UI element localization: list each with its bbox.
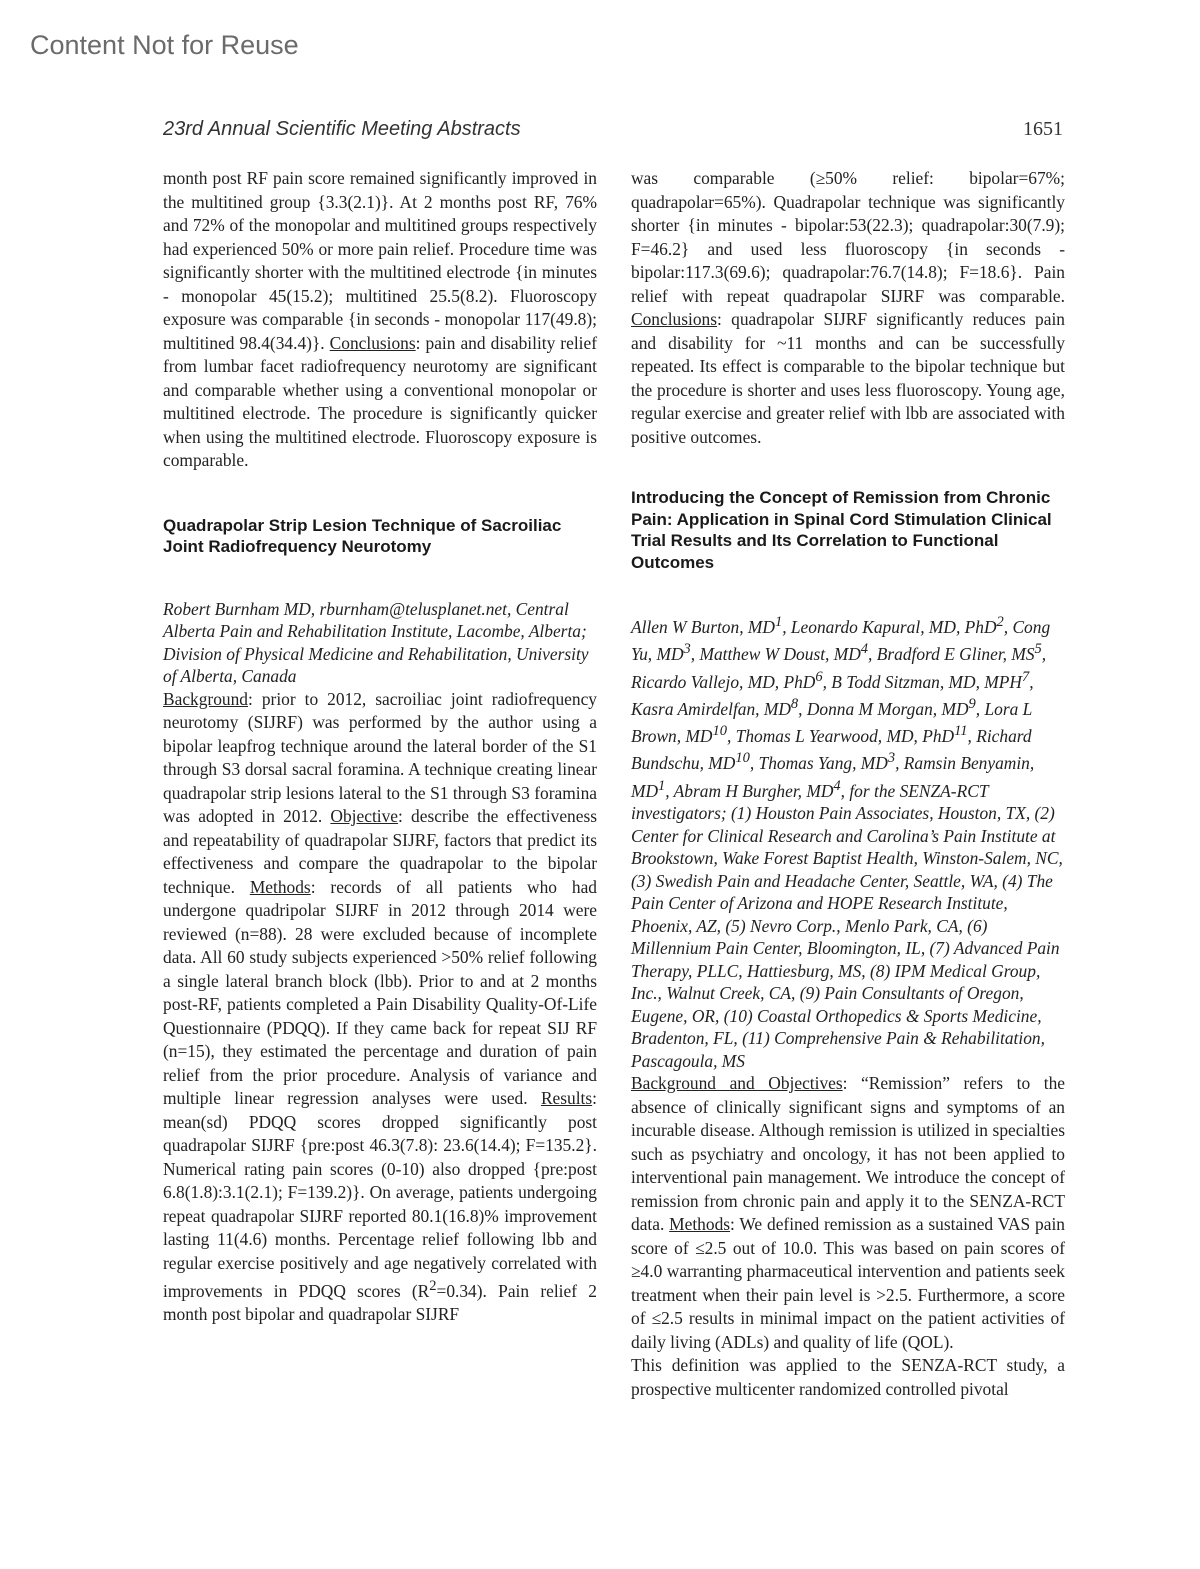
affiliation-number: 4 <box>860 641 869 658</box>
affiliation-number: 1 <box>774 614 783 630</box>
author-text: , Cong Yu, MD <box>631 616 1051 665</box>
affiliation-number: 11 <box>954 723 968 740</box>
abstract-body-sij: Background: prior to 2012, sacroiliac joint radiofrequency neurotomy (SIJRF) was performed by the author using a bipolar leapfrog technique around the lateral border of the S1 through S3 dorsal sacral foramina. A technique creating linear quadrapolar strip lesions lateral to the S1 through S3 foramina was adopted in 2012. Objective: describe the effectiveness and repeatability of quadrapolar SIJRF, factors that predict its effectiveness and compare the quadrapolar to the bipolar technique. Methods: records of all patients who had undergone quadripolar SIJRF in 2012 through 2014 were reviewed (n=88). 28 were excluded because of incomplete data. All 60 study subjects experienced >50% relief following a single lateral branch block (lbb). Prior to and at 2 months post-RF, patients completed a Pain Disability Quality-Of-Life Questionnaire (PDQQ). If they came back for repeat SIJ RF (n=15), they estimated the percentage and duration of pain relief from the prior procedure. Analysis of variance and multiple linear regression analyses were used. Results: mean(sd) PDQQ scores dropped significantly post quadrapolar SIJRF {pre:post 46.3(7.8): 23.6(14.4); F=135.2}. Numerical rating pain scores (0-10) also dropped {pre:post 6.8(1.8):3.1(2.1); F=139.2)}. On average, patients undergoing repeat quadrapolar SIJRF reported 80.1(16.8)% improvement lasting 11(4.6) months. Percentage relief following lbb and regular exercise positively and age negatively correlated with improvements in PDQQ scores $(R^2=0.34)$. Pain relief 2 month post bipolar and quadrapolar SIJRF <box>163 688 597 1325</box>
conclusions-label: Conclusions <box>631 309 717 329</box>
affiliation-number: 6 <box>815 668 823 685</box>
affiliation-number: 5 <box>1034 641 1042 658</box>
methods-label: Methods <box>249 876 311 897</box>
abstract-body-remission: Background and Objectives: “Remission” refers to the absence of clinically significant signs and symptoms of an incurable disease. Although remission is utilized in specialties such as psychiatry and oncology, it has not been applied to interventional pain management. We introduce the concept of remission from chronic pain and apply it to the SENZA-RCT data. Methods: We defined remission as a sustained VAS pain score of ≤2.5 out of 10.0. This was based on pain scores of ≥4.0 warranting pharmaceutical intervention and patients seek treatment when their pain level is >2.5. Furthermore, a score of ≤2.5 results in minimal impact on the patient activities of daily living (ADLs) and quality of life (QOL). <box>631 1073 1065 1352</box>
author-list-remission <box>631 611 1065 1072</box>
author-text: , for the SENZA-RCT investigators; (1) Houston Pain Associates, Houston, TX, (2) Center for Clinical Research and Carolina’s Pain Institute at Brookstown, Wake Forest Baptist Health, Winston-Salem, NC, (3) Swedish Pain and Headache Center, Seattle, WA, (4) The Pain Center of Arizona and HOPE Research Institute, Phoenix, AZ, (5) Nevro Corp., Menlo Park, CA, (6) Millennium Pain Center, Bloomington, IL, (7) Advanced Pain Therapy, PLLC, Hattiesburg, MS, (8) IPM Medical Group, Inc., Walnut Creek, CA, (9) Pain Consultants of Oregon, Eugene, OR, (10) Coastal Orthopedics & Sports Medicine, Bradenton, FL, (11) Comprehensive Pain & Rehabilitation, Pascagoula, MS <box>631 780 1063 1071</box>
objective-label: Objective <box>330 806 399 826</box>
results-label: Results <box>540 1088 593 1108</box>
affiliation-number: 3 <box>887 750 896 767</box>
affiliation-number: 4 <box>833 777 841 794</box>
author-text: , Matthew W Doust, MD <box>690 644 861 665</box>
affiliation-number: 2 <box>996 614 1004 630</box>
author-text: , Ramsin Benyamin, MD <box>631 753 1035 801</box>
background-objectives-label: Background and Objectives <box>631 1073 843 1094</box>
affiliation-number: 10 <box>735 750 750 767</box>
methods-label: Methods <box>669 1214 731 1235</box>
author-text: , Leonardo Kapural, MD, PhD <box>782 616 997 637</box>
abstract-title-sij: Quadrapolar Strip Lesion Technique of Sacroiliac Joint Radiofrequency Neurotomy <box>163 515 562 556</box>
right-column <box>631 167 1065 1401</box>
background-label: Background <box>163 688 249 709</box>
running-head: 23rd Annual Scientific Meeting Abstracts <box>163 118 521 140</box>
author-text: , Bradford E Gliner, MS <box>868 644 1035 665</box>
continued-abstract-left: month post RF pain score remained significantly improved in the multitined group {3.3(2.1)}. At 2 months post RF, 76% and 72% of the monopolar and multitined groups respectively had experienced 50% or more pain relief. Procedure time was significantly shorter with the multitined electrode {in minutes - monopolar 45(15.2); multitined 25.5(8.2). Fluoroscopy exposure was comparable {in seconds - monopolar 117(49.8); multitined 98.4(34.4)}. Conclusions: pain and disability relief from lumbar facet radiofrequency neurotomy are significant and comparable whether using a conventional monopolar or multitined electrode. The procedure is significantly quicker when using the multitined electrode. Fluoroscopy exposure is comparable. <box>163 168 597 470</box>
author-text: , Lora L Brown, MD <box>631 698 1032 746</box>
conclusions-label: Conclusions <box>329 332 416 353</box>
affiliation-number: 9 <box>968 695 976 712</box>
author-text: Allen W Burton, MD <box>631 616 775 637</box>
author-text: , Richard Bundschu, MD <box>631 725 1032 774</box>
abstract-title-remission: Introducing the Concept of Remission from Chronic Pain: Application in Spinal Cord Stimulation Clinical Trial Results and Its Correlation to Functional Outcomes <box>631 488 1052 572</box>
author-text: , Ricardo Vallejo, MD, PhD <box>631 644 1047 692</box>
author-text: , Thomas Yang, MD <box>749 753 888 774</box>
author-text: , Abram H Burgher, MD <box>665 780 834 801</box>
author-text: , Donna M Morgan, MD <box>798 698 969 719</box>
affiliation-number: 1 <box>658 777 666 794</box>
left-column <box>163 167 597 1327</box>
affiliation-number: 3 <box>683 641 691 658</box>
author-text: , Thomas L Yearwood, MD, PhD <box>726 725 955 746</box>
continued-abstract-right: was comparable (≥50% relief: bipolar=67%; quadrapolar=65%). Quadrapolar technique was significantly shorter {in minutes - bipolar:53(22.3); quadrapolar:30(7.9); F=46.2} and used less fluoroscopy {in seconds - bipolar:117.3(69.6); quadrapolar:76.7(14.8); F=18.6}. Pain relief with repeat quadrapolar SIJRF was comparable. Conclusions: quadrapolar SIJRF significantly reduces pain and disability for ~11 months and can be successfully repeated. Its effect is comparable to the bipolar technique but the procedure is shorter and uses less fluoroscopy. Young age, regular exercise and greater relief with lbb are associated with positive outcomes. <box>631 168 1065 447</box>
watermark: Content Not for Reuse <box>30 30 299 60</box>
author-text: , Kasra Amirdelfan, MD <box>631 671 1034 719</box>
author-affiliation-sij: Robert Burnham MD, rburnham@telusplanet.net, Central Alberta Pain and Rehabilitation Institute, Lacombe, Alberta; Division of Physical Medicine and Rehabilitation, University of Alberta, Canada <box>163 598 589 686</box>
author-text: , B Todd Sitzman, MD, MPH <box>822 671 1022 692</box>
affiliation-number: 10 <box>712 723 727 740</box>
affiliation-number: 8 <box>790 695 799 712</box>
page-number: 1651 <box>1023 118 1063 140</box>
abstract-final-paragraph: This definition was applied to the SENZA-RCT study, a prospective multicenter randomized controlled pivotal <box>631 1355 1065 1399</box>
affiliation-number: 7 <box>1021 668 1030 685</box>
